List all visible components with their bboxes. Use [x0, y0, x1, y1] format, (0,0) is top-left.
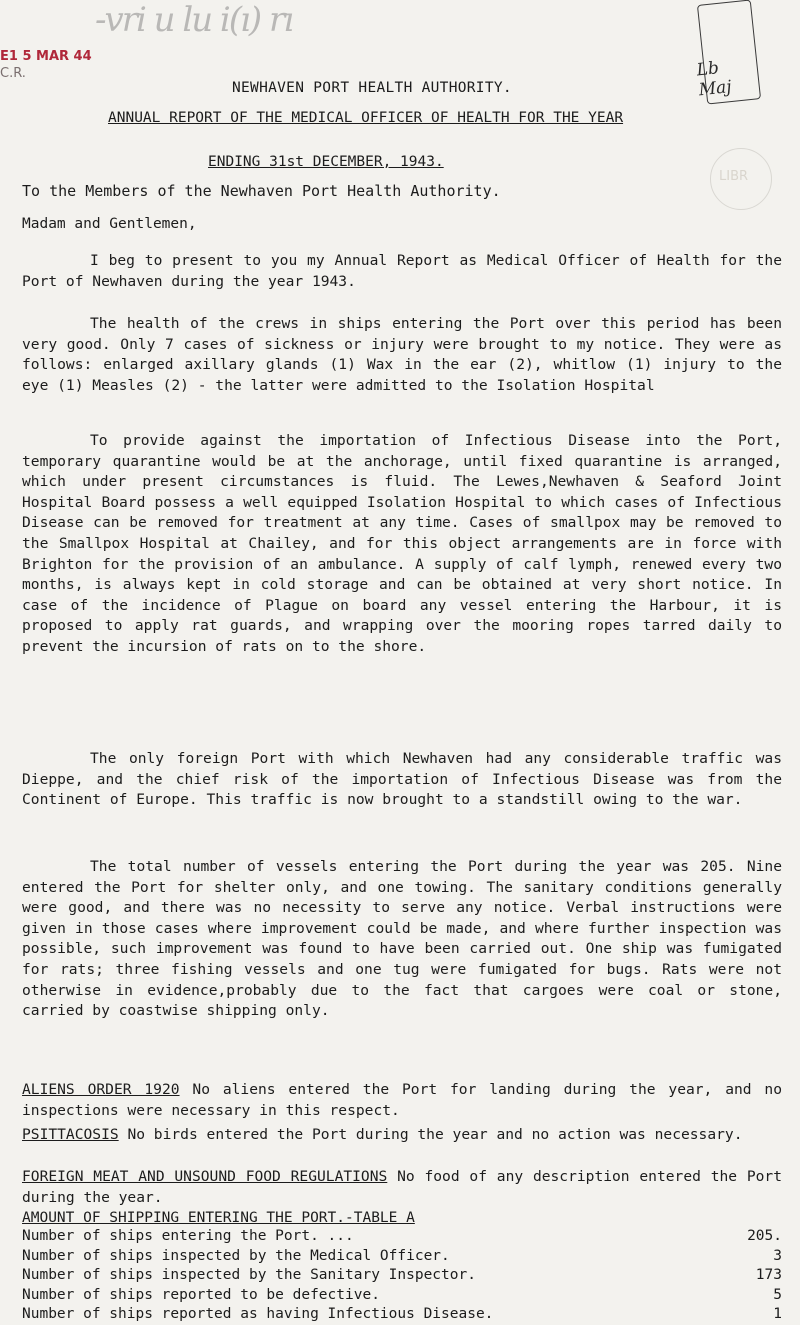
handwritten-scribble: -vri u lu i(ı) rı [95, 0, 293, 40]
table-row-value: 5 [773, 1286, 782, 1303]
faint-stamp-text: LIBR [719, 169, 749, 184]
table-row [22, 1227, 782, 1247]
library-stamp-code: C.R. [0, 66, 26, 81]
foreign-port-paragraph: The only foreign Port with which Newhaven had any considerable traffic was Dieppe, and the chief risk of the importation of Infectious Disease was from the Continent of Europe. This traffic is now brought to a standstill owing to the war. [22, 750, 782, 809]
infectious-disease-paragraph: To provide against the importation of Infectious Disease into the Port, temporary quarantine would be at the anchorage, until fixed quarantine is arranged, which under present circumstances is fluid. The Lewes,Newhaven & Seaford Joint Hospital Board possess a well equipped Isolation Hospital to which cases of Infectious Disease can be removed for treatment at any time. Cases of smallpox may be removed to the Smallpox Hospital at Chailey, and for this object arrangements are in force with Brighton for the provision of an ambulance. A supply of calf lymph, renewed every two months, is always kept in cold storage and can be obtained at very short notice. In case of the incidence of Plague on board any vessel entering the Harbour, it is proposed to apply rat guards, and wrapping over the mooring ropes tarred daily to prevent the incursion of rats on to the shore. [22, 432, 782, 655]
vessels-paragraph: The total number of vessels entering the Port during the year was 205. Nine entered the Port for shelter only, and one towing. The sanitary conditions generally were good, and there was no necessity to serve any notice. Verbal instructions were given in those cases where improvement could be made, and where further inspection was possible, such improvement was found to have been carried out. One ship was fumigated for rats; three fishing vessels and one tug were fumigated for bugs. Rats were not otherwise in evidence,probably due to the fact that cargoes were coal or stone, carried by coastwise shipping only. [22, 858, 782, 1020]
intro-paragraph: I beg to present to you my Annual Report as Medical Officer of Health for the Port of Newhaven during the year 1943. [22, 252, 782, 290]
table-row [22, 1266, 782, 1286]
aliens-heading: ALIENS ORDER 1920 [22, 1081, 180, 1098]
food-heading: FOREIGN MEAT AND UNSOUND FOOD REGULATIONS [22, 1168, 388, 1185]
faint-library-stamp [710, 148, 772, 210]
table-row [22, 1286, 782, 1306]
table-row-label: Number of ships inspected by the Sanitary Inspector. [22, 1267, 476, 1283]
table-row-value: 205. [747, 1228, 782, 1244]
report-date: ENDING 31st DECEMBER, 1943. [208, 154, 444, 170]
food-section [22, 1167, 782, 1208]
table-row-label: Number of ships reported to be defective. [22, 1286, 380, 1303]
salutation: Madam and Gentlemen, [22, 216, 197, 232]
psittacosis-text: No birds entered the Port during the year and no action was necessary. [127, 1126, 743, 1143]
signature-box [697, 0, 761, 105]
table-row [22, 1247, 782, 1267]
table-row-value: 173 [755, 1267, 782, 1283]
library-stamp [0, 48, 92, 82]
psittacosis-heading: PSITTACOSIS [22, 1126, 119, 1143]
table-row-label: Number of ships entering the Port. ... [22, 1228, 354, 1244]
health-paragraph: The health of the crews in ships entering the Port over this period has been very good. Only 7 cases of sickness or injury were brought to my notice. They were as follows: enlarged axillary glands (1) Wax in the ear (2), whitlow (1) injury to the eye (1) Measles (2) - the latter were admitted to the Isolation Hospital [22, 315, 782, 394]
table-a [22, 1227, 782, 1325]
table-row [22, 1305, 782, 1325]
table-row-label: Number of ships inspected by the Medical Officer. [22, 1247, 450, 1264]
table-row-label: Number of ships reported as having Infectious Disease. [22, 1306, 494, 1322]
aliens-text: No aliens entered the Port for landing during the year, and no inspections were necessary in this respect. [22, 1081, 782, 1119]
table-a-heading: AMOUNT OF SHIPPING ENTERING THE PORT.-TABLE A [22, 1210, 415, 1226]
signature: Lb Maj [695, 58, 733, 101]
food-text: No food of any description entered the Port during the year. [22, 1168, 782, 1206]
aliens-section [22, 1080, 782, 1121]
table-row-value: 3 [773, 1247, 782, 1264]
address-line: To the Members of the Newhaven Port Health Authority. [22, 182, 501, 200]
table-row-value: 1 [773, 1306, 782, 1322]
authority-title: NEWHAVEN PORT HEALTH AUTHORITY. [232, 80, 512, 96]
library-stamp-date: E1 5 MAR 44 [0, 49, 92, 64]
report-title: ANNUAL REPORT OF THE MEDICAL OFFICER OF HEALTH FOR THE YEAR [108, 110, 624, 126]
psittacosis-section [22, 1125, 782, 1146]
